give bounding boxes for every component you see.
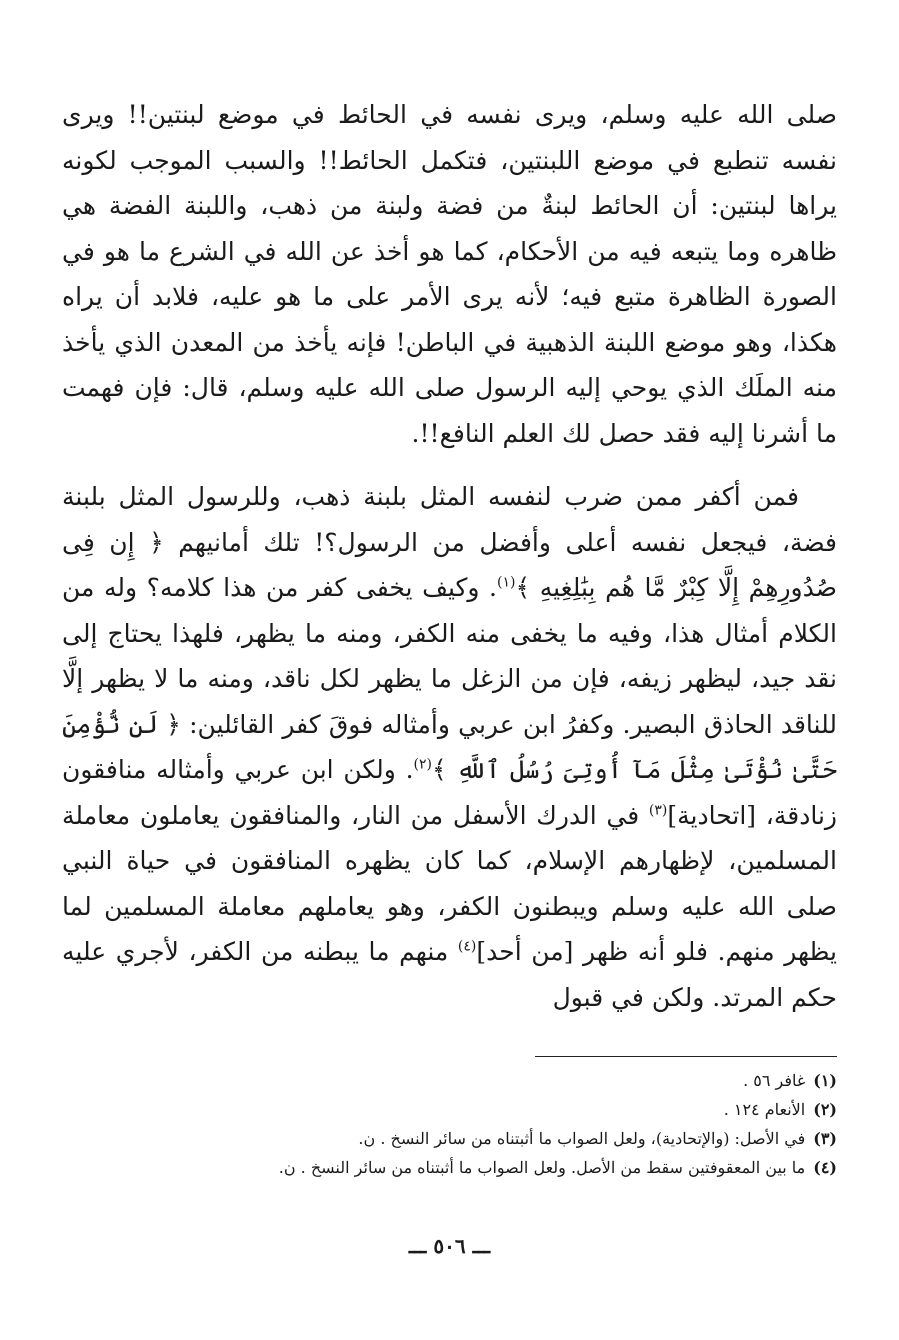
footnote-item (62, 1095, 837, 1124)
footnote-text: غافر ٥٦ . (743, 1071, 806, 1090)
footnote-text: ما بين المعقوفتين سقط من الأصل. ولعل الصواب ما أثبتناه من سائر النسخ . ن. (278, 1158, 806, 1177)
footnote-ref-1: (١) (497, 574, 516, 591)
page-number: ـــ ٥٠٦ ـــ (408, 1234, 491, 1258)
paragraph-2-text-b: . وكيف يخفى كفر من هذا كلامه؟ وله من الكلام أمثال هذا، وفيه ما يخفى منه الكفر، ومنه ما يظهر، فلهذا يحتاج إلى نقد جيد، ليظهر زيفه، فإن من الزغل ما يظهر لكل ناقد، ومنه ما لا يظهر إلَّا للناقد الحاذق البصير. وكفرُ ابن عربي وأمثاله فوقَ كفر القائلين: (62, 573, 837, 739)
page-body (62, 92, 837, 1020)
footnote-number: (٣) (813, 1129, 837, 1148)
footnote-separator (535, 1056, 837, 1057)
footnote-ref-3: (٣) (648, 802, 668, 819)
paragraph-2 (62, 474, 837, 1020)
footnote-text: الأنعام ١٢٤ . (723, 1100, 806, 1119)
paragraph-2-text-e: منهم ما يبطنه من الكفر، لأجري عليه حكم المرتد. ولكن في قبول (62, 937, 837, 1012)
footnote-item (62, 1153, 837, 1182)
footnote-number: (١) (813, 1071, 837, 1090)
footnote-item (62, 1124, 837, 1153)
paragraph-1: صلى الله عليه وسلم، ويرى نفسه في الحائط في موضع لبنتين!! ويرى نفسه تنطبع في موضع اللبنتين، فتكمل الحائط!! والسبب الموجب لكونه يراها لبنتين: أن الحائط لبنةٌ من فضة ولبنة من ذهب، واللبنة الفضة هي ظاهره وما يتبعه فيه من الأحكام، كما هو أخذ عن الله في الشرع ما هو في الصورة الظاهرة متبع فيه؛ لأنه يرى الأمر على ما هو عليه، فلابد أن يراه هكذا، وهو موضع اللبنة الذهبية في الباطن! فإنه يأخذ من المعدن الذي يأخذ منه الملَك الذي يوحي إليه الرسول صلى الله عليه وسلم، قال: فإن فهمت ما أشرنا إليه فقد حصل لك العلم النافع!!. (62, 100, 837, 448)
footnote-text: في الأصل: (والإتحادية)، ولعل الصواب ما أثبتناه من سائر النسخ . ن. (358, 1129, 806, 1148)
paragraph-2-text-a: فمن أكفر ممن ضرب لنفسه المثل بلبنة ذهب، وللرسول المثل بلبنة فضة، فيجعل نفسه أعلى وأفضل من الرسول؟! تلك أمانيهم (62, 482, 837, 557)
footnote-item (62, 1066, 837, 1095)
footnote-ref-2: (٢) (413, 756, 433, 773)
quran-verse-1: ﴿ إِن فِى صُدُورِهِمْ إِلَّا كِبْرٌ مَّا هُم بِبَٰلِغِيهِ ﴾ (62, 527, 837, 602)
footnote-number: (٤) (813, 1158, 837, 1177)
footnote-number: (٢) (813, 1100, 837, 1119)
footnote-ref-4: (٤) (457, 938, 477, 955)
footnotes-list (62, 1066, 837, 1182)
paragraph-2-text-d: في الدرك الأسفل من النار، والمنافقون يعاملون معاملة المسلمين، لإظهارهم الإسلام، كما كان يظهره المنافقون في حياة النبي صلى الله عليه وسلم ويبطنون الكفر، وهو يعاملهم معاملة المسلمين لما يظهر منهم. فلو أنه ظهر [من أحد] (62, 800, 837, 966)
quran-verse-2: ﴿ لَن نُّؤْمِنَ حَتَّىٰ نُؤْتَىٰ مِثْلَ مَآ أُوتِىَ رُسُلُ ٱللَّهِ ﴾ (62, 709, 837, 784)
paragraph-2-text-c: . ولكن ابن عربي وأمثاله منافقون زنادقة، [اتحادية] (62, 755, 837, 830)
